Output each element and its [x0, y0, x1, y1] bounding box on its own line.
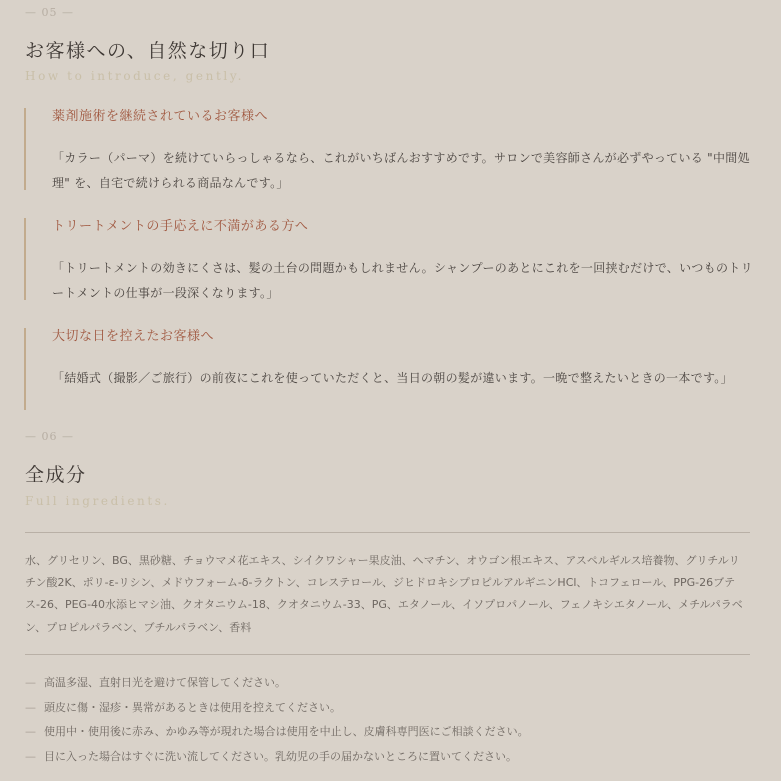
- caution-item: [25, 696, 750, 721]
- section-title: 全成分: [25, 464, 87, 486]
- caution-list: [25, 671, 750, 770]
- bullet-dash: —: [25, 676, 36, 689]
- section-number: — 06 —: [25, 430, 74, 443]
- caution-text: 頭皮に傷・湿疹・異常があるときは使用を控えてください。: [44, 700, 341, 714]
- case-title: トリートメントの手応えに不満がある方へ: [52, 219, 309, 234]
- bullet-dash: —: [25, 725, 36, 739]
- case-card: [24, 218, 754, 300]
- bullet-dash: —: [25, 700, 36, 714]
- bullet-dash: —: [25, 750, 36, 764]
- case-body: 「カラー（パーマ）を続けていらっしゃるなら、これがいちばんおすすめです。サロンで美容師さんが必ずやっている "中間処理" を、自宅で続けられる商品なんです。」: [52, 151, 750, 190]
- caution-text: 使用中・使用後に赤み、かゆみ等が現れた場合は使用を中止し、皮膚科専門医にご相談ください。: [44, 725, 529, 739]
- caution-text: 高温多湿、直射日光を避けて保管してください。: [44, 676, 286, 689]
- section-number: — 05 —: [25, 6, 74, 19]
- caution-item: [25, 720, 750, 745]
- section-subtitle: Full ingredients.: [25, 494, 170, 508]
- ingredients-list: 水、グリセリン、BG、黒砂糖、チョウマメ花エキス、シイクワシャー果皮油、ヘマチン、オウゴン根エキス、アスペルギルス培養物、グリチルリチン酸2K、ポリ-ε-リシン、メドウフォーム-δ-ラクトン、コレステロール、ジヒドロキシプロピルアルギニンHCl、トコフェロール、PPG-26ブテス-26、PEG-40水添ヒマシ油、クオタニウム-18、クオタニウム-33、PG、エタノール、イソプロパノール、フェノキシエタノール、メチルパラベン、プロピルパラベン、ブチルパラベン、香料: [25, 554, 743, 634]
- case-body: 「トリートメントの効きにくさは、髪の土台の問題かもしれません。シャンプーのあとにこれを一回挟むだけで、いつものトリートメントの仕事が一段深くなります。」: [52, 261, 753, 300]
- caution-item: [25, 671, 750, 696]
- divider: [25, 532, 750, 533]
- case-body: 「結婚式（撮影／ご旅行）の前夜にこれを使っていただくと、当日の朝の髪が違います。一晩で整えたいときの一本です。」: [52, 371, 733, 385]
- divider: [25, 654, 750, 655]
- case-title: 大切な日を控えたお客様へ: [52, 329, 215, 344]
- section-subtitle: How to introduce, gently.: [25, 69, 245, 83]
- case-title: 薬剤施術を継続されているお客様へ: [52, 109, 269, 124]
- caution-item: [25, 745, 750, 770]
- section-title: お客様への、自然な切り口: [25, 40, 271, 62]
- case-card: [24, 328, 754, 410]
- caution-text: 目に入った場合はすぐに洗い流してください。乳幼児の手の届かないところに置いてください。: [44, 750, 517, 764]
- case-card: [24, 108, 754, 190]
